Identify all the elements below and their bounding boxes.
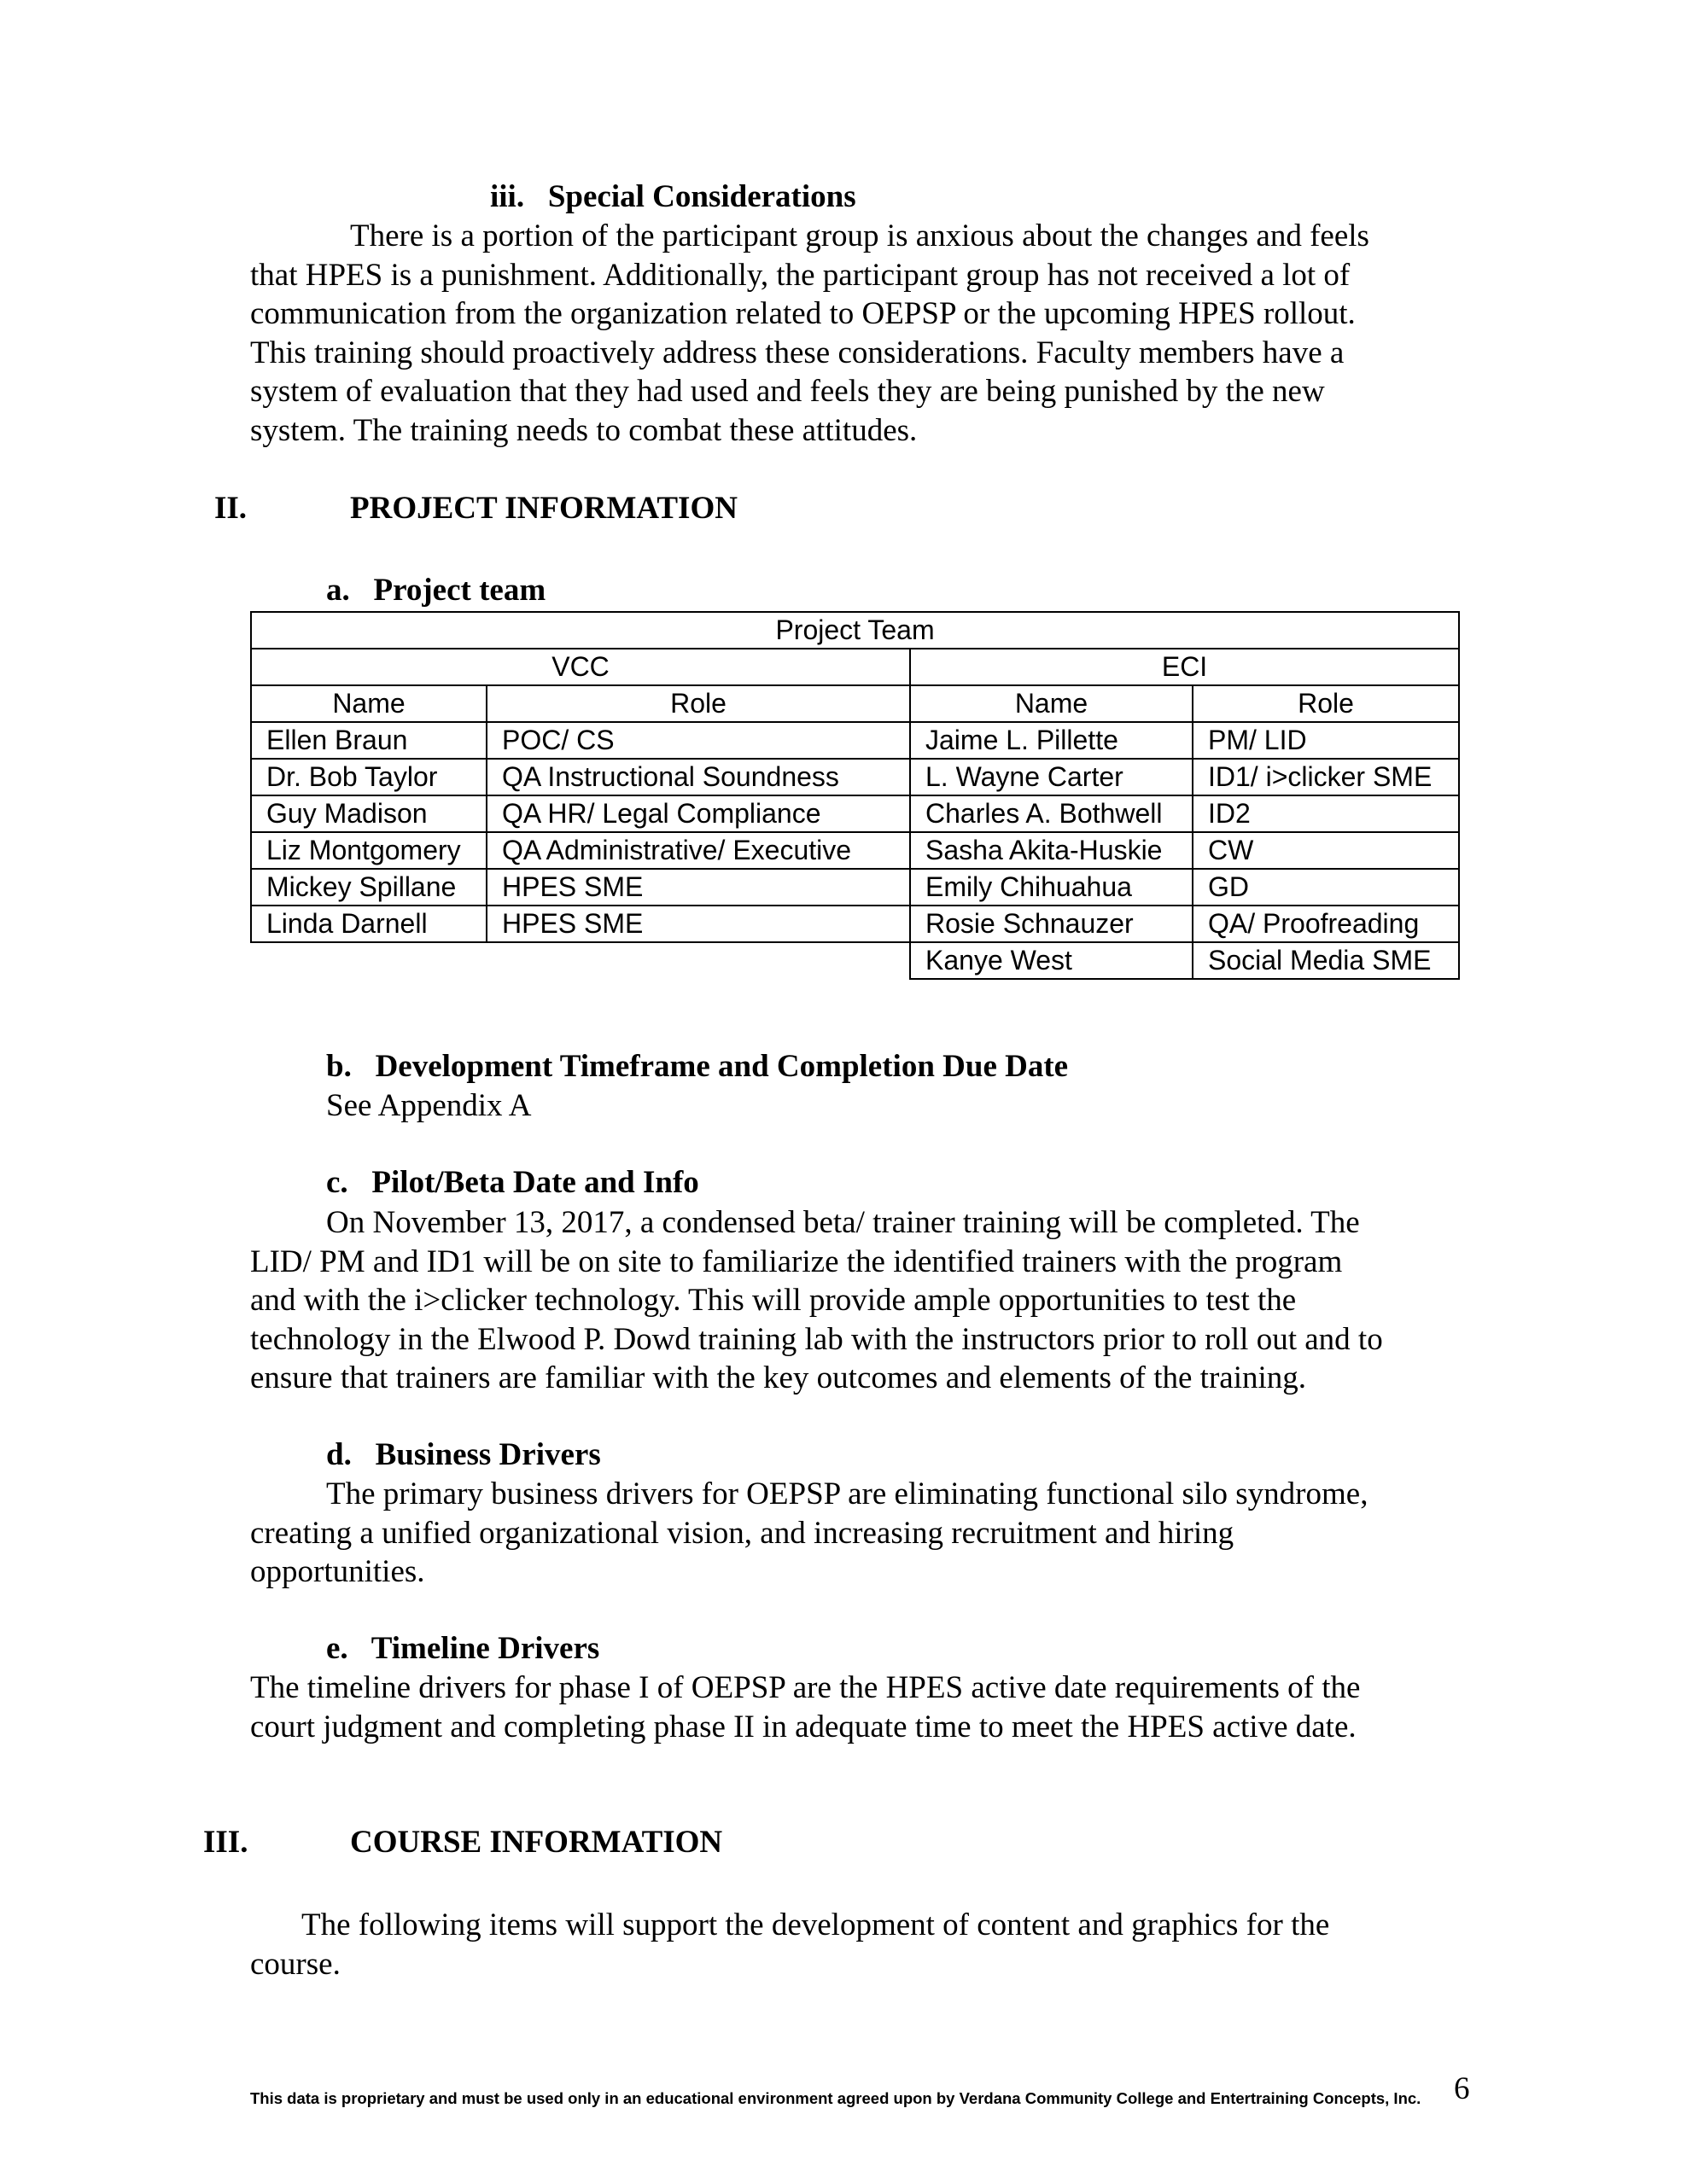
eci-role: CW [1193, 832, 1459, 869]
special-considerations-paragraph [250, 217, 1488, 450]
eci-name: Emily Chihuahua [910, 869, 1193, 906]
table-row [251, 942, 1459, 979]
group-eci: ECI [910, 649, 1459, 685]
section-2-numeral: II. [214, 491, 248, 526]
eci-name: L. Wayne Carter [910, 759, 1193, 795]
eci-name: Kanye West [910, 942, 1193, 979]
vcc-name: Ellen Braun [251, 722, 487, 759]
eci-name: Sasha Akita-Huskie [910, 832, 1193, 869]
eci-role: Social Media SME [1193, 942, 1459, 979]
paragraph-line: system of evaluation that they had used and feels they are being punished by the new [250, 374, 1325, 409]
paragraph-line: communication from the organization related to OEPSP or the upcoming HPES rollout. [250, 296, 1356, 331]
vcc-name: Linda Darnell [251, 906, 487, 942]
column-header-role: Role [487, 685, 910, 722]
section-2-title: PROJECT INFORMATION [350, 491, 738, 526]
project-team-table [250, 611, 1460, 980]
vcc-role: POC/ CS [487, 722, 910, 759]
development-timeframe-text: See Appendix A [326, 1088, 532, 1123]
vcc-name: Dr. Bob Taylor [251, 759, 487, 795]
paragraph-line: This training should proactively address these considerations. Faculty members have a [250, 335, 1345, 370]
eci-name: Jaime L. Pillette [910, 722, 1193, 759]
eci-role: ID2 [1193, 795, 1459, 832]
eci-role: QA/ Proofreading [1193, 906, 1459, 942]
development-timeframe-heading: b. Development Timeframe and Completion Due Date [326, 1049, 1069, 1084]
vcc-name: Guy Madison [251, 795, 487, 832]
paragraph-line: There is a portion of the participant group is anxious about the changes and feels [350, 218, 1369, 253]
paragraph-line: system. The training needs to combat these attitudes. [250, 412, 918, 448]
business-drivers-paragraph [250, 1475, 1488, 1592]
vcc-role: QA Administrative/ Executive [487, 832, 910, 869]
table-row [251, 906, 1459, 942]
table-title: Project Team [251, 612, 1459, 649]
group-vcc: VCC [251, 649, 910, 685]
section-3-title: COURSE INFORMATION [350, 1825, 723, 1860]
project-team-heading: a. Project team [326, 573, 546, 608]
vcc-role: HPES SME [487, 906, 910, 942]
header-row [251, 685, 1459, 722]
footer-disclaimer: This data is proprietary and must be used only in an educational environment agreed upon by Verdana Community College and Entertraining Concepts, Inc. [250, 2089, 1421, 2107]
column-header-name: Name [910, 685, 1193, 722]
group-row [251, 649, 1459, 685]
paragraph-line: court judgment and completing phase II in adequate time to meet the HPES active date. [250, 1709, 1357, 1744]
special-considerations-heading: iii. Special Considerations [490, 179, 856, 214]
vcc-role: QA HR/ Legal Compliance [487, 795, 910, 832]
table-row [251, 759, 1459, 795]
paragraph-line: creating a unified organizational vision, and increasing recruitment and hiring [250, 1515, 1234, 1551]
column-header-role: Role [1193, 685, 1459, 722]
paragraph-line: On November 13, 2017, a condensed beta/ trainer training will be completed. The [326, 1205, 1360, 1240]
vcc-role: HPES SME [487, 869, 910, 906]
eci-role: PM/ LID [1193, 722, 1459, 759]
eci-name: Rosie Schnauzer [910, 906, 1193, 942]
course-info-paragraph [250, 1906, 1488, 1983]
paragraph-line: opportunities. [250, 1554, 425, 1589]
column-header-name: Name [251, 685, 487, 722]
paragraph-line: that HPES is a punishment. Additionally, the participant group has not received a lot of [250, 257, 1351, 293]
timeline-drivers-paragraph [250, 1669, 1488, 1746]
business-drivers-heading: d. Business Drivers [326, 1437, 601, 1472]
empty-cell [251, 942, 487, 979]
timeline-drivers-heading: e. Timeline Drivers [326, 1631, 600, 1666]
paragraph-line: ensure that trainers are familiar with the key outcomes and elements of the training. [250, 1360, 1307, 1395]
vcc-role: QA Instructional Soundness [487, 759, 910, 795]
empty-cell [487, 942, 910, 979]
paragraph-line: The primary business drivers for OEPSP are eliminating functional silo syndrome, [326, 1476, 1368, 1511]
table-title-row [251, 612, 1459, 649]
pilot-beta-paragraph [250, 1203, 1488, 1398]
vcc-name: Mickey Spillane [251, 869, 487, 906]
paragraph-line: The following items will support the development of content and graphics for the [301, 1907, 1330, 1942]
eci-role: ID1/ i>clicker SME [1193, 759, 1459, 795]
paragraph-line: The timeline drivers for phase I of OEPSP are the HPES active date requirements of the [250, 1670, 1361, 1705]
table-row [251, 722, 1459, 759]
paragraph-line: technology in the Elwood P. Dowd training lab with the instructors prior to roll out and to [250, 1321, 1383, 1357]
paragraph-line: LID/ PM and ID1 will be on site to familiarize the identified trainers with the program [250, 1243, 1343, 1279]
eci-name: Charles A. Bothwell [910, 795, 1193, 832]
paragraph-line: and with the i>clicker technology. This will provide ample opportunities to test the [250, 1283, 1297, 1318]
eci-role: GD [1193, 869, 1459, 906]
table-row [251, 795, 1459, 832]
table-row [251, 869, 1459, 906]
page-number: 6 [1454, 2071, 1470, 2106]
section-3-numeral: III. [203, 1825, 248, 1860]
vcc-name: Liz Montgomery [251, 832, 487, 869]
paragraph-line: course. [250, 1946, 341, 1982]
table-row [251, 832, 1459, 869]
pilot-beta-heading: c. Pilot/Beta Date and Info [326, 1165, 699, 1200]
